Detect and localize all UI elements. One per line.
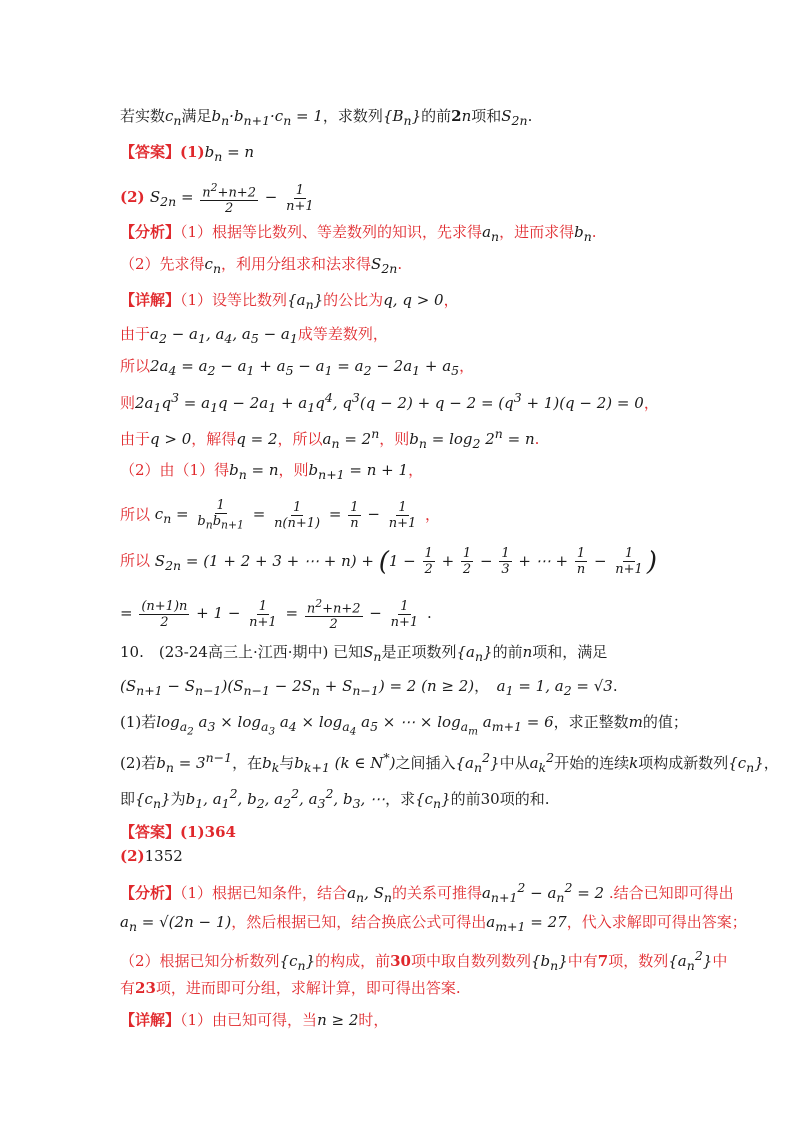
question-continuation: 若实数$c_n$满足$b_n\cdot b_{n+1}\cdot c_n = 1$，求数列$\{B_n\}$的前2n项和$S_{2n}$.: [120, 107, 533, 128]
detail-line-1: 【详解】（1）设等比数列$\{a_n\}$的公比为q, q > 0，: [120, 291, 459, 312]
analysis-tag: 【分析】: [120, 884, 181, 902]
analysis-10-line-1: 【分析】（1）根据已知条件，结合$a_n$, $S_n$的关系可推得$a_{n+1}^2 - a_n^2 = 2$ .结合已知即可得出: [120, 880, 734, 905]
detail-line-4: 则$2a_1q^3 = a_1q - 2a_1 + a_1q^4$, $q^3(q - 2) + q - 2 = (q^3 + 1)(q - 2) = 0$，: [120, 390, 659, 415]
question-10-line-3: (1)若$\log_{a_2} a_3 \times \log_{a_3} a_4 \times \log_{a_4} a_5$ × ⋯ × $\log_{a_m} a_{m+1} = 6$，求正整数m的值；: [120, 713, 688, 738]
detail-line-7: 所以 $c_n$ = $\frac{1}{b_nb_{n+1}}$ = $\frac{1}{n(n+1)}$ = $\frac{1}{n}$ − $\frac{1}{n+1}$ ，: [120, 498, 441, 532]
detail-line-8: 所以 $S_{2n} = (1 + 2 + 3$ + ⋯ + n) + (1 − $\frac{1}{2}$ + $\frac{1}{2}$ − $\frac{1}{3}$ + ⋯ + $\frac{1}{n}$ − $\frac{1}{n+1}$ ): [120, 546, 657, 577]
text-segment: 若实数: [120, 107, 166, 125]
detail-tag: 【详解】: [120, 291, 181, 309]
analysis-tag: 【分析】: [120, 223, 181, 241]
detail-line-5: 由于q > 0，解得q = 2，所以$a_n = 2^n$，则$b_n = \log_2 2^n = n$.: [120, 426, 540, 451]
detail-10-line-1: 【详解】（1）由已知可得，当n ≥ 2时，: [120, 1011, 389, 1029]
detail-line-6: （2）由（1）得$b_n = n$，则$b_{n+1} = n + 1$，: [120, 461, 424, 482]
answer-tag: 【答案】: [120, 823, 181, 841]
question-10-line-2: $(S_{n+1} - S_{n-1})(S_{n-1} - 2S_n + S_{n-1}) = 2$ (n ≥ 2)， $a_1 = 1$, $a_2 = √3$.: [120, 677, 618, 698]
question-10-line-5: 即$\{c_n\}$为$b_1$, $a_1^2$, $b_2$, $a_2^2$, $a_3^2$, $b_3$, ⋯，求$\{c_n\}$的前30项的和.: [120, 786, 550, 811]
answer-10-part-1: (1)364: [180, 823, 236, 841]
analysis-10-line-2: $a_n = √(2n - 1)$，然后根据已知，结合换底公式可得出$a_{m+1} = 27$，代入求解即可得出答案；: [120, 913, 747, 934]
answer-10-line-2: (2)1352: [120, 847, 183, 865]
answer-tag: 【答案】: [120, 143, 181, 161]
detail-line-9: = $\frac{(n+1)n}{2}$ + 1 − $\frac{1}{n+1}$ = $\frac{n^2+n+2}{2}$ − $\frac{1}{n+1}$ .: [120, 597, 432, 633]
answer-line-1: 【答案】$(1)b_n = n$: [120, 143, 255, 164]
detail-line-3: 所以$2a_4 = a_2 - a_1 + a_5 - a_1 = a_2 - 2a_1 + a_5$，: [120, 357, 475, 378]
question-10-line-1: 10. (23-24高三上·江西·期中) 已知$S_n$是正项数列$\{a_n\}$的前n项和，满足: [120, 643, 608, 664]
analysis-10-line-4: 有23项，进而即可分组，求解计算，即可得出答案.: [120, 979, 461, 997]
answer-10-line-1: [120, 822, 236, 842]
analysis-line-1: 【分析】（1）根据等比数列、等差数列的知识，先求得$a_n$，进而求得$b_n$.: [120, 223, 597, 244]
detail-line-2: 由于$a_2 - a_1$, $a_4$, $a_5 - a_1$成等差数列，: [120, 325, 388, 346]
detail-tag: 【详解】: [120, 1011, 181, 1029]
answer-line-2: (2) $S_{2n}$ = $\frac{n^2+n+2}{2}$ − $\frac{1}{n+1}$: [120, 181, 314, 217]
analysis-line-2: （2）先求得$c_n$，利用分组求和法求得$S_{2n}$.: [120, 255, 403, 276]
question-10-line-4: (2)若$b_n = 3^{n-1}$，在$b_k$与$b_{k+1}$ (k ∈ N*)之间插入$\{a_n^2\}$中从$a_k^2$开始的连续k项构成新数列$\{c_n\}$，: [120, 750, 779, 775]
analysis-10-line-3: （2）根据已知分析数列$\{c_n\}$的构成，前30项中取自数列数列$\{b_n\}$中有7项，数列$\{a_n^2\}$中: [120, 948, 728, 973]
